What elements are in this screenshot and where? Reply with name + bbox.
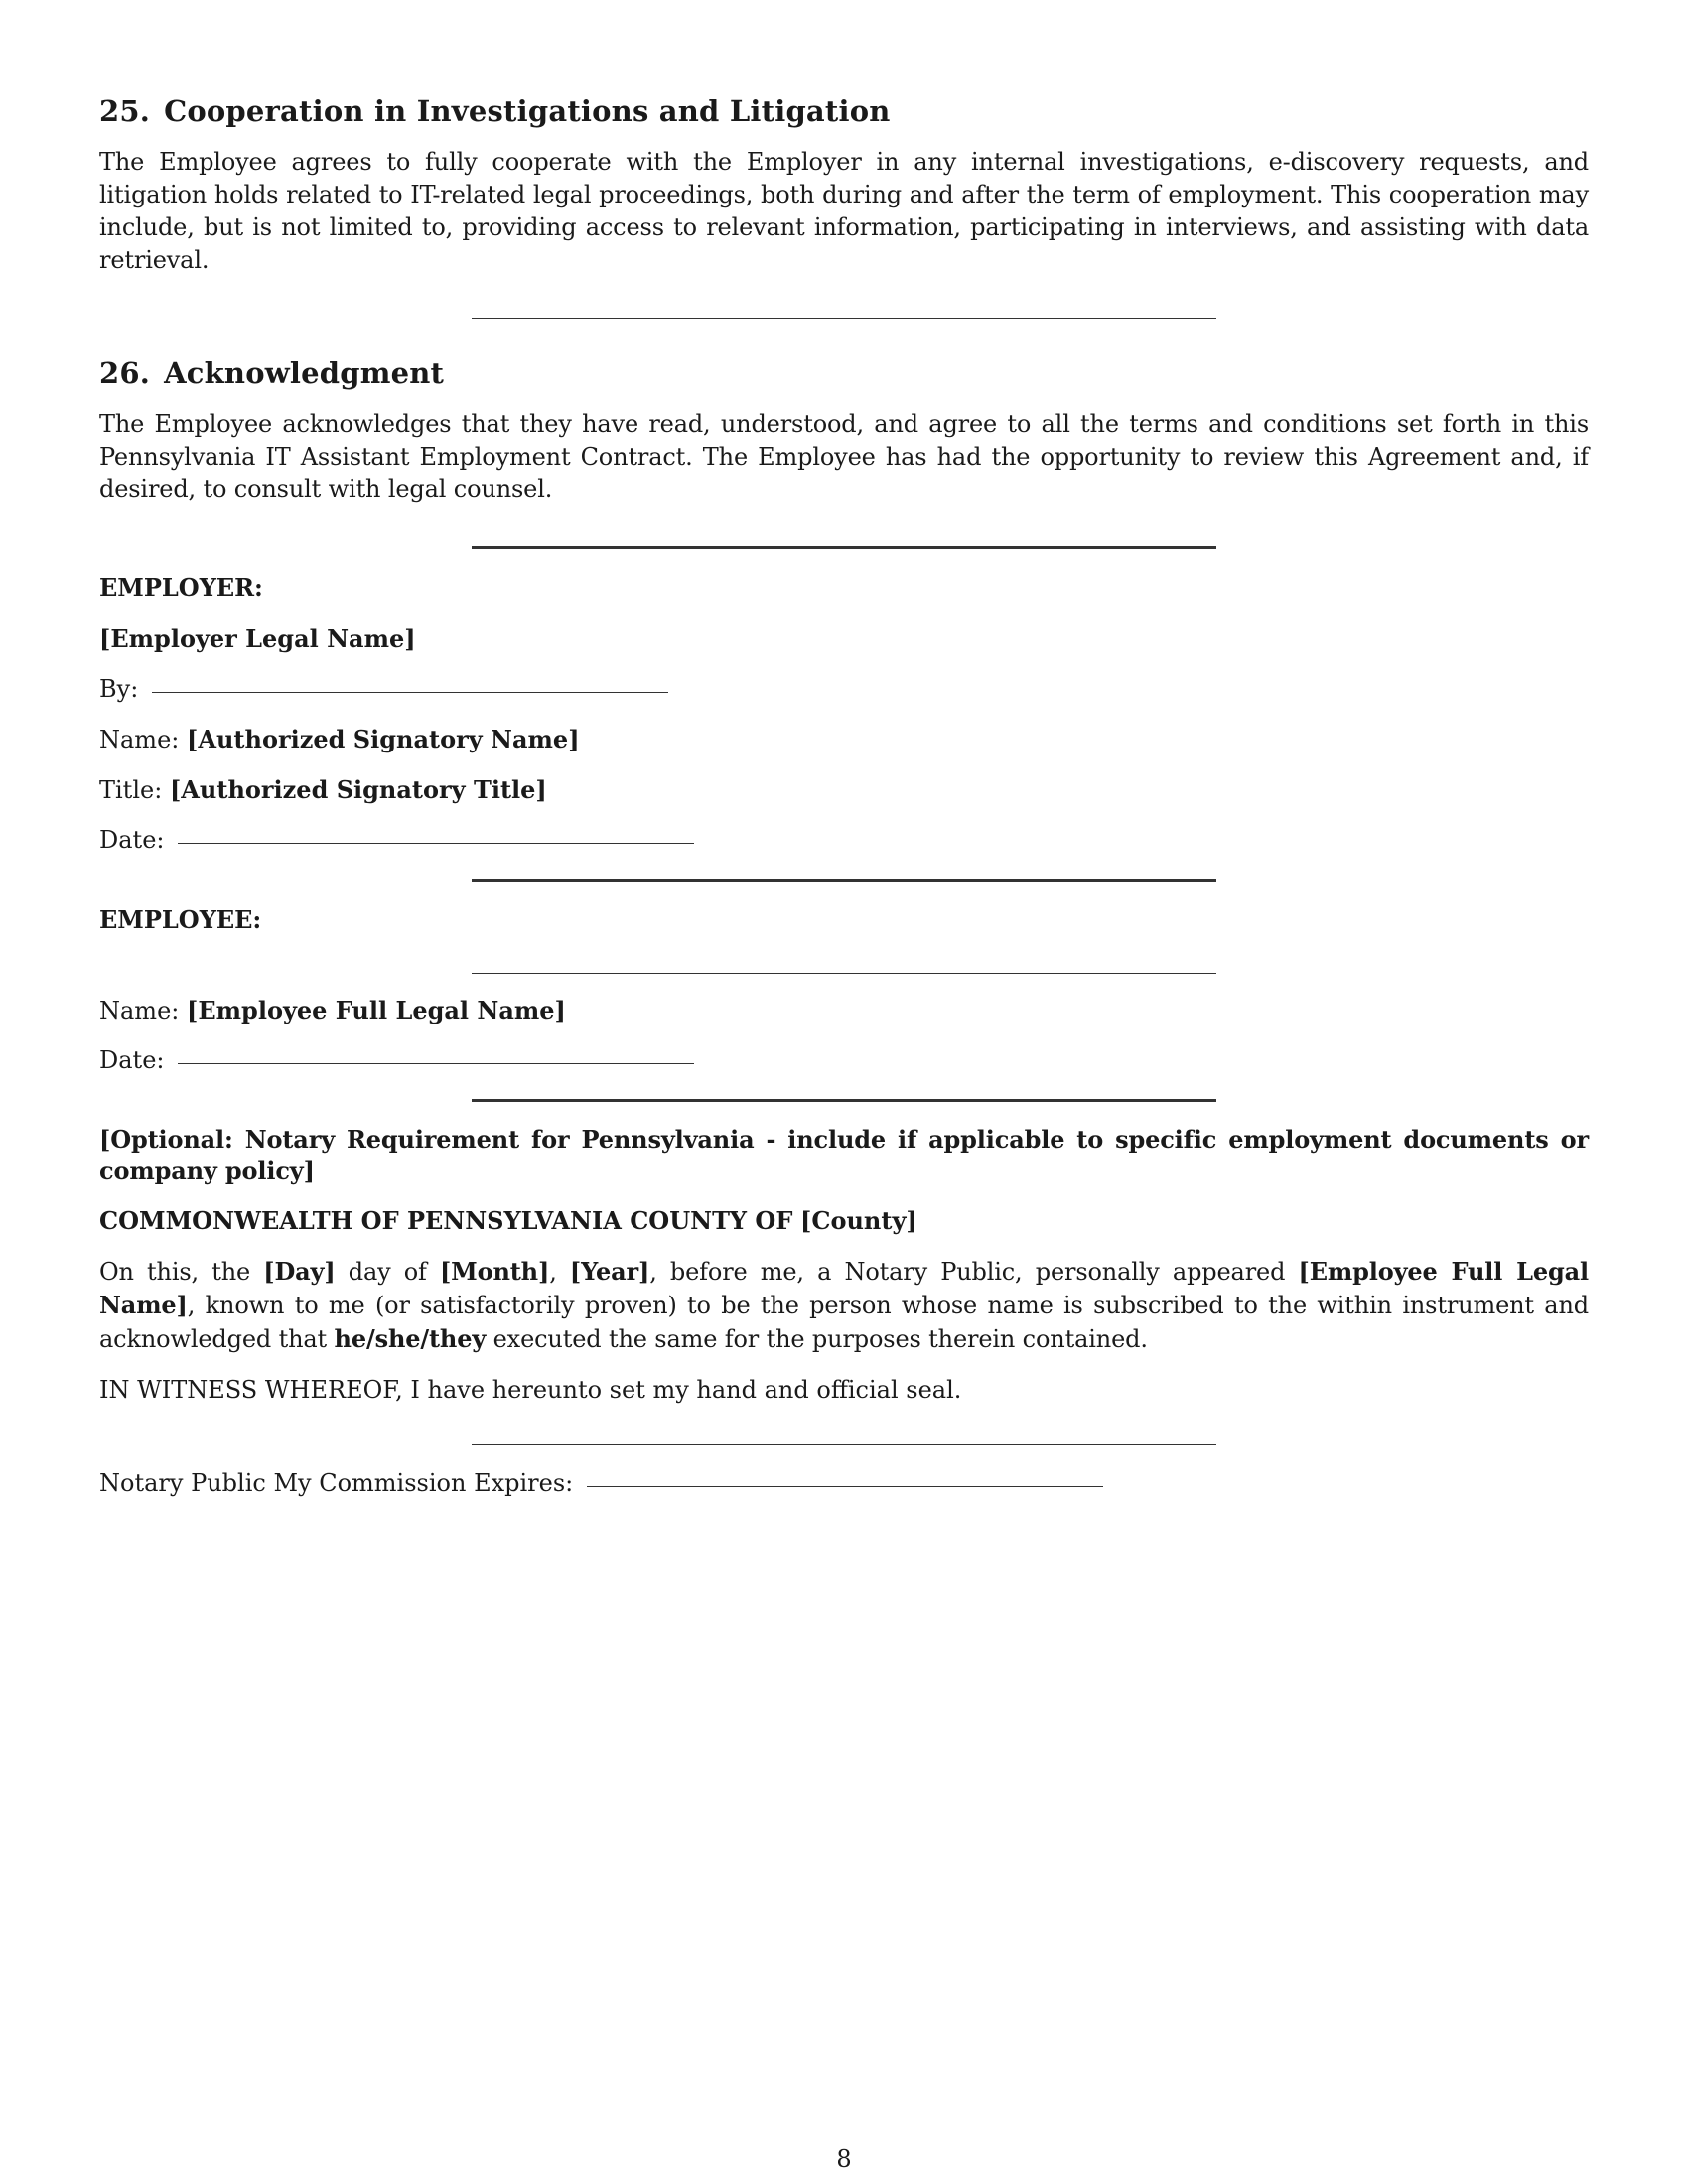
page-number: 8 <box>836 2145 852 2173</box>
employer-by-line <box>99 673 1589 706</box>
document-page <box>99 94 1589 1500</box>
divider <box>472 318 1216 319</box>
divider <box>472 546 1216 549</box>
employee-date-field[interactable] <box>178 1062 694 1064</box>
notary-county: [County] <box>800 1206 917 1235</box>
notary-pronoun: he/she/they <box>334 1324 487 1353</box>
employer-date-field[interactable] <box>178 842 694 844</box>
employer-title-value: [Authorized Signatory Title] <box>169 775 547 804</box>
employee-name-value: [Employee Full Legal Name] <box>187 996 566 1024</box>
employer-date-label: Date: <box>99 826 165 854</box>
employee-date-line <box>99 1044 1589 1077</box>
divider <box>472 879 1216 882</box>
notary-year: [Year] <box>569 1257 650 1286</box>
employer-by-label: By: <box>99 675 139 703</box>
employee-date-label: Date: <box>99 1046 165 1074</box>
employer-name-label: Name: <box>99 726 180 753</box>
employer-title-line <box>99 773 1589 807</box>
employee-name-label: Name: <box>99 997 180 1024</box>
section-26-title: Acknowledgment <box>164 356 445 390</box>
notary-employee-name: [Employee Full Legal Name] <box>99 1257 1589 1319</box>
employer-date-line <box>99 824 1589 857</box>
section-25-heading <box>99 94 1589 128</box>
notary-witness: IN WITNESS WHEREOF, I have hereunto set my hand and official seal. <box>99 1376 962 1404</box>
section-26-body: The Employee acknowledges that they have read, understood, and agree to all the terms and conditions set forth in this Pennsylvania IT Assistant Employment Contract. The Employee has had the opportunity to review this Agreement and, if desired, to consult with legal counsel. <box>99 410 1589 503</box>
notary-commission-label: Notary Public My Commission Expires: <box>99 1469 574 1497</box>
employer-legal-name: [Employer Legal Name] <box>99 624 416 653</box>
notary-signature-line[interactable] <box>472 1444 1216 1445</box>
employee-name-line <box>99 994 1589 1027</box>
employer-name-value: [Authorized Signatory Name] <box>187 725 580 753</box>
employer-title-label: Title: <box>99 776 163 804</box>
notary-commission-field[interactable] <box>587 1485 1103 1487</box>
section-25-body: The Employee agrees to fully cooperate with the Employer in any internal investigations, e-discovery requests, and litigation holds related to IT-related legal proceedings, both during and after the term of employment. This cooperation may include, but is not limited to, providing access to relevant information, participating in interviews, and assisting with data retrieval. <box>99 148 1589 274</box>
notary-commonwealth-line <box>99 1204 1589 1238</box>
section-25-number: 25. <box>99 94 151 128</box>
employer-heading: EMPLOYER: <box>99 573 263 602</box>
employer-name-line <box>99 723 1589 756</box>
employee-heading: EMPLOYEE: <box>99 905 262 934</box>
notary-month: [Month] <box>439 1257 550 1286</box>
divider <box>472 1099 1216 1102</box>
employer-signature-field[interactable] <box>152 691 668 693</box>
employee-signature-line[interactable] <box>472 973 1216 974</box>
notary-day: [Day] <box>263 1257 336 1286</box>
section-26-heading <box>99 356 1589 390</box>
notary-optional-note: [Optional: Notary Requirement for Pennsylvania - include if applicable to specific employment documents or company policy] <box>99 1125 1589 1185</box>
section-26-number: 26. <box>99 356 151 390</box>
notary-commonwealth: COMMONWEALTH OF PENNSYLVANIA COUNTY OF <box>99 1206 793 1235</box>
notary-paragraph: On this, the [Day] day of [Month], [Year], before me, a Notary Public, personally appeared [Employee Full Legal Name], known to me (or satisfactorily proven) to be the person whose name is subscribed to the within instrument and acknowledged that he/she/they executed the same for the purposes therein contained. <box>99 1257 1589 1353</box>
section-25-title: Cooperation in Investigations and Litigation <box>164 94 891 128</box>
notary-commission-line <box>99 1467 1589 1500</box>
